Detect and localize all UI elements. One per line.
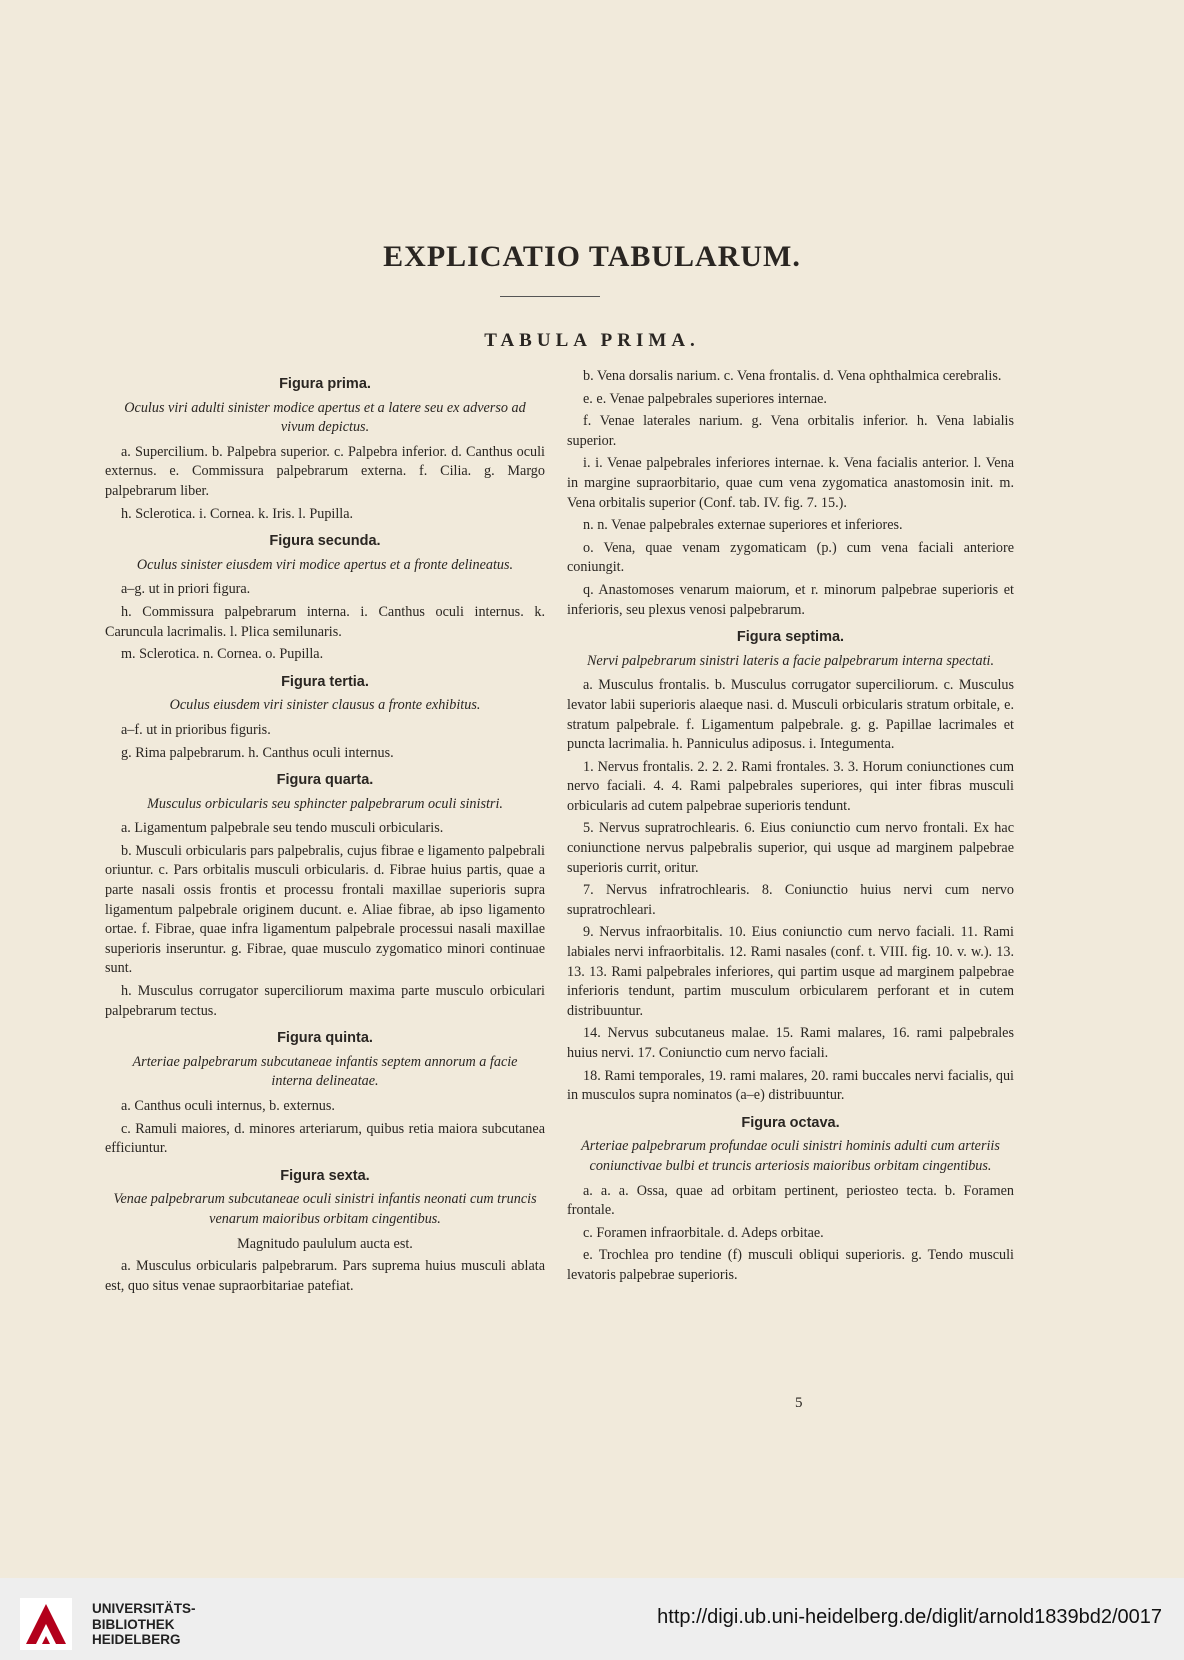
figure-heading: Figura septima. [736,629,845,646]
legend-paragraph: b. Vena dorsalis narium. c. Vena frontalis. d. Vena ophthalmica cerebralis. [583,368,1002,384]
figure-heading: Figura sexta. [280,1167,370,1184]
figure-caption: Musculus orbicularis seu sphincter palpebrarum oculi sinistri. [147,795,503,812]
footer-bar [0,1578,1184,1660]
library-name-line1: UNIVERSITÄTS- [92,1601,196,1616]
page-title: EXPLICATIO TABULARUM. [383,240,801,273]
legend-paragraph: a. Supercilium. b. Palpebra superior. c. Palpebra inferior. d. Canthus oculi externus. e. Commissura palpebrarum externa. f. Cilia. g. Margo palpebrarum liber. [105,443,545,499]
legend-paragraph: e. Trochlea pro tendine (f) musculi obliqui superioris. g. Tendo musculi levatoris palpebrae superioris. [567,1247,1014,1283]
figure-note: Magnitudo paululum aucta est. [237,1235,413,1252]
legend-paragraph: i. i. Venae palpebrales inferiores internae. k. Vena facialis anterior. l. Vena in margine supraorbitario, quae cum vena zygomatica anastomosin init. m. Vena orbitalis superior (Conf. tab. IV. fig. 7. 15.). [567,455,1014,511]
library-name-line2: BIBLIOTHEK [92,1616,175,1632]
legend-paragraph: a. Canthus oculi internus, b. externus. [121,1098,335,1114]
legend-paragraph: m. Sclerotica. n. Cornea. o. Pupilla. [121,646,324,663]
legend-paragraph: 9. Nervus infraorbitalis. 10. Eius coniunctio cum nervo faciali. 11. Rami labiales nervi infraorbitalis. 12. Rami nasales (conf. t. VIII. fig. 10. v. w.). 13. 13. 13. Rami palpebrales inferiores, qui partim usque ad marginem palpebrae inferioris tendunt, partim musculum orbicularem perforant et in cutem distribuuntur. [567,924,1014,1019]
figure-caption: Oculus sinister eiusdem viri modice apertus et a fronte delineatus. [136,556,514,573]
page-number: 5 [795,1395,803,1411]
title-divider [500,296,600,297]
legend-paragraph: h. Commissura palpebrarum interna. i. Canthus oculi internus. k. Caruncula lacrimalis. l. Plica semilunaris. [105,603,545,640]
heidelberg-library-logo-icon[interactable] [18,1596,74,1652]
legend-paragraph: q. Anastomoses venarum maiorum, et r. minorum palpebrae superioris et inferioris, seu plexus venosi palpebrarum. [567,581,1014,618]
legend-paragraph: o. Vena, quae venam zygomaticam (p.) cum vena faciali anteriore coniungit. [567,539,1014,576]
figure-caption: Arteriae palpebrarum profundae oculi sinistri hominis adulti cum arteriis coniunctivae bulbi et truncis arteriosis maioribus orbitam cingentibus. [581,1138,1000,1174]
legend-paragraph: a. a. a. Ossa, quae ad orbitam pertinent, periosteo tecta. b. Foramen frontale. [567,1182,1014,1219]
library-name-line3: HEIDELBERG [92,1632,181,1647]
legend-paragraph: c. Foramen infraorbitale. d. Adeps orbitae. [583,1224,824,1241]
legend-paragraph: 5. Nervus supratrochlearis. 6. Eius coniunctio cum nervo frontali. Ex hac coniunctione nervus palpebralis superior, qui usque ad marginem palpebrae superioris currit, oritur. [567,820,1014,876]
library-name[interactable] [92,1601,196,1648]
figure-heading: Figura prima. [279,376,371,392]
legend-paragraph: 1. Nervus frontalis. 2. 2. 2. Rami frontales. 3. 3. Horum coniunctiones cum nervo faciali. 4. 4. Rami palpebrales superiores, qui inter fibras musculi orbicularis ad cutem palpebrae superioris tendunt. [567,758,1014,814]
figure-caption: Nervi palpebrarum sinistri lateris a facie palpebrarum interna spectati. [586,652,995,669]
legend-paragraph: h. Sclerotica. i. Cornea. k. Iris. l. Pupilla. [121,505,354,522]
legend-paragraph: a–f. ut in prioribus figuris. [121,721,271,738]
legend-paragraph: c. Ramuli maiores, d. minores arteriarum, quibus retia maiora subcutanea efficiuntur. [105,1120,545,1157]
figure-heading: Figura octava. [741,1114,840,1131]
section-heading: TABULA PRIMA. [484,330,700,351]
legend-paragraph: g. Rima palpebrarum. h. Canthus oculi internus. [121,744,394,761]
figure-heading: Figura quarta. [276,772,374,789]
legend-paragraph: 14. Nervus subcutaneus malae. 15. Rami malares, 16. rami palpebrales huius nervi. 17. Coniunctio cum nervo faciali. [567,1025,1014,1061]
right-column [567,367,1014,1289]
legend-paragraph: b. Musculi orbicularis pars palpebralis, cujus fibrae e ligamento palpebrali oriuntur. c. Pars orbitalis musculi orbicularis. d. Fibrae huius partis, quae a parte nasali ossis frontis et processu frontali maxillae superioris supra ligamentum palpebrale originem ducunt. e. Aliae fibrae, ab ipso ligamento ortae. f. Fibrae, quae infra ligamentum palpebrale processui nasali maxillae superioris inseruntur. g. Fibrae, quae musculo zygomatico minori continuae sunt. [105,842,545,977]
legend-paragraph: a. Ligamentum palpebrale seu tendo musculi orbicularis. [121,820,444,837]
figure-caption: Venae palpebrarum subcutaneae oculi sinistri infantis neonati cum truncis venarum maioribus orbitam cingentibus. [113,1191,537,1227]
figure-caption: Arteriae palpebrarum subcutaneae infantis septem annorum a facie interna delineatae. [132,1053,518,1090]
legend-paragraph: a. Musculus orbicularis palpebrarum. Pars suprema huius musculi ablata est, quo situs venae supraorbitariae patefiat. [105,1258,545,1294]
permalink-url[interactable]: http://digi.ub.uni-heidelberg.de/diglit/arnold1839bd2/0017 [657,1606,1162,1628]
figure-heading: Figura secunda. [269,533,381,550]
figure-heading: Figura quinta. [277,1030,373,1047]
legend-paragraph: a. Musculus frontalis. b. Musculus corrugator superciliorum. c. Musculus levator labii superioris alaeque nasi. d. Musculi orbicularis stratum orbitale, e. stratum palpebrale. f. Ligamentum palpebrale. g. g. Papillae lacrimales et puncta lacrimalia. h. Panniculus adiposus. i. Integumenta. [567,677,1014,753]
legend-paragraph: 7. Nervus infratrochlearis. 8. Coniunctio huius nervi cum nervo supratrochleari. [567,882,1014,918]
legend-paragraph: h. Musculus corrugator superciliorum maxima parte musculo orbiculari palpebrarum tectus. [105,983,545,1019]
figure-caption: Oculus viri adulti sinister modice apertus et a latere seu ex adverso ad vivum depictus. [124,399,526,436]
legend-paragraph: f. Venae laterales narium. g. Vena orbitalis inferior. h. Vena labialis superior. [567,413,1014,449]
legend-paragraph: n. n. Venae palpebrales externae superiores et inferiores. [583,517,903,534]
figure-caption: Oculus eiusdem viri sinister clausus a fronte exhibitus. [169,697,481,714]
left-column [105,367,545,1299]
legend-paragraph: a–g. ut in priori figura. [121,581,251,598]
legend-paragraph: e. e. Venae palpebrales superiores internae. [583,390,827,407]
legend-paragraph: 18. Rami temporales, 19. rami malares, 20. rami buccales nervi facialis, qui in musculos supra nominatos (a–e) distribuuntur. [567,1067,1014,1104]
figure-heading: Figura tertia. [281,673,369,690]
